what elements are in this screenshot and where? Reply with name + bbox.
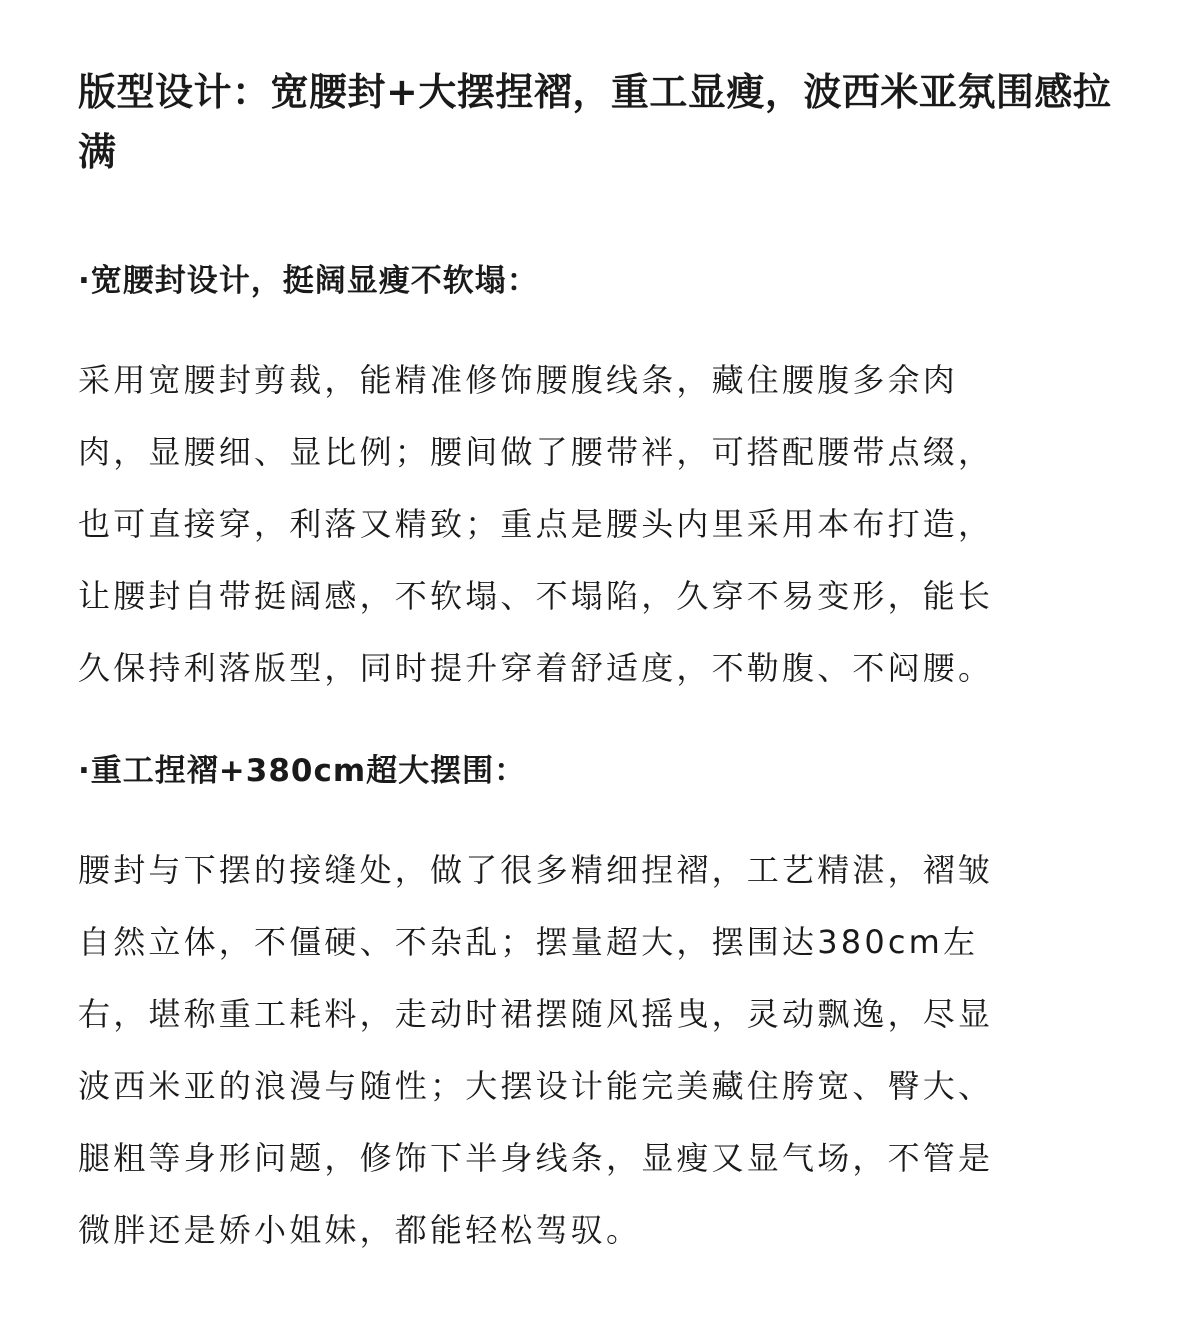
body-line: 肉，显腰细、显比例；腰间做了腰带袢，可搭配腰带点缀， bbox=[78, 433, 994, 471]
section-body-waistband bbox=[78, 344, 1118, 704]
section-body-pleats bbox=[78, 834, 1118, 1266]
body-line: 微胖还是娇小姐妹，都能轻松驾驭。 bbox=[78, 1211, 642, 1249]
section-heading-waistband: ·宽腰封设计，挺阔显瘦不软塌： bbox=[78, 263, 539, 299]
body-line: 腰封与下摆的接缝处，做了很多精细捏褶，工艺精湛，褶皱 bbox=[78, 851, 994, 889]
body-line: 久保持利落版型，同时提升穿着舒适度，不勒腹、不闷腰。 bbox=[78, 649, 994, 687]
body-line: 采用宽腰封剪裁，能精准修饰腰腹线条，藏住腰腹多余肉 bbox=[78, 361, 959, 399]
body-line: 自然立体，不僵硬、不杂乱；摆量超大，摆围达380cm左 bbox=[78, 923, 979, 961]
page-title: 版型设计：宽腰封+大摆捏褶，重工显瘦，波西米亚氛围感拉满 bbox=[78, 70, 1112, 174]
body-line: 让腰封自带挺阔感，不软塌、不塌陷，久穿不易变形，能长 bbox=[78, 577, 994, 615]
product-description bbox=[78, 62, 1118, 1266]
body-line: 也可直接穿，利落又精致；重点是腰头内里采用本布打造， bbox=[78, 505, 994, 543]
body-line: 波西米亚的浪漫与随性；大摆设计能完美藏住胯宽、臀大、 bbox=[78, 1067, 994, 1105]
body-line: 腿粗等身形问题，修饰下半身线条，显瘦又显气场，不管是 bbox=[78, 1139, 994, 1177]
body-line: 右，堪称重工耗料，走动时裙摆随风摇曳，灵动飘逸，尽显 bbox=[78, 995, 994, 1033]
section-heading-pleats: ·重工捏褶+380cm超大摆围： bbox=[78, 753, 527, 789]
